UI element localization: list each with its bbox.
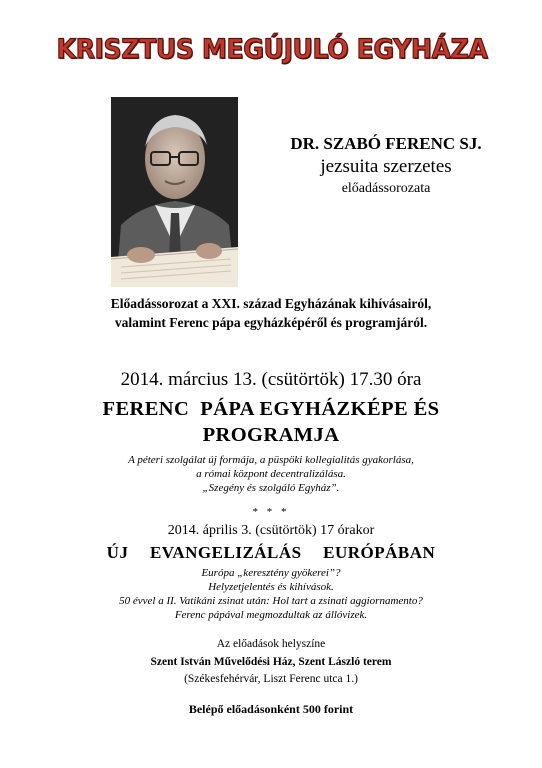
series-intro <box>30 294 512 332</box>
intro-line: Előadássorozat a XXI. század Egyházának kihívásairól, <box>110 296 432 311</box>
entry-fee: Belépő előadásonként 500 forint <box>188 702 354 716</box>
lecture1-date: 2014. március 13. (csütörtök) 17.30 óra <box>120 369 422 390</box>
lecture2-description-line: Ferenc pápával megmozdultak az állóvizek. <box>174 609 368 621</box>
lecture2-description-line: Európa „keresztény gyökerei”? <box>201 567 341 579</box>
lecture1-description <box>60 453 482 495</box>
lecture2-date: 2014. április 3. (csütörtök) 17 órakor <box>167 523 375 538</box>
lecture1-topic-line: PROGRAMJA <box>202 424 340 446</box>
venue-name: Szent István Művelődési Ház, Szent László terem <box>150 656 392 668</box>
lecture2-description-line: Helyzetjelentés és kihívások. <box>208 581 334 593</box>
venue-label: Az előadások helyszíne <box>216 638 326 650</box>
intro-line: valamint Ferenc pápa egyházképéről és programjáról. <box>114 315 428 330</box>
speaker-role: jezsuita szerzetes <box>320 156 452 177</box>
poster-title: KRISZTUS MEGÚJULÓ EGYHÁZA <box>56 34 488 65</box>
lecture2-topic: ÚJ EVANGELIZÁLÁS EURÓPÁBAN <box>106 543 436 562</box>
lecture1-description-line: a római központ decentralizálása. <box>196 468 346 480</box>
lecture1-topic-line: FERENC PÁPA EGYHÁZKÉPE ÉS <box>102 398 440 420</box>
lecture1-description-line: A péteri szolgálat új formája, a püspöki kollegialitás gyakorlása, <box>128 454 414 466</box>
lecture2-description-line: 50 évvel a II. Vatikáni zsinat után: Hol tart a zsinati aggiornamento? <box>119 595 423 607</box>
speaker-photo <box>111 97 238 287</box>
speaker-series: előadássorozata <box>341 181 431 196</box>
lecture1-description-line: „Szegény és szolgáló Egyház”. <box>202 482 340 494</box>
speaker-name: DR. SZABÓ FERENC SJ. <box>290 134 482 153</box>
lecture1-topic <box>40 396 502 448</box>
venue-address: (Székesfehérvár, Liszt Ferenc utca 1.) <box>184 673 358 685</box>
lecture2-description <box>50 566 492 622</box>
section-separator: * * * <box>252 506 290 518</box>
